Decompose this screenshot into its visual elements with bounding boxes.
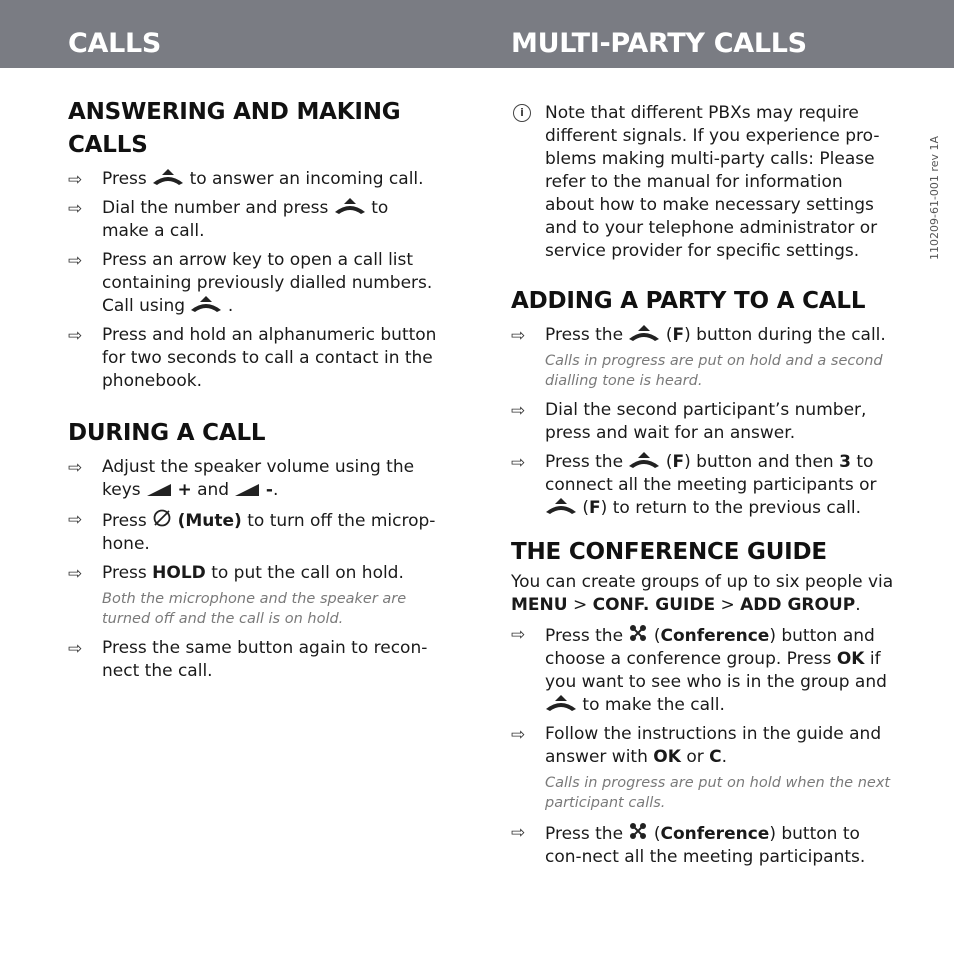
list-item: ⇨ Adjust the speaker volume using the keys + and -. [68,457,415,500]
hold-note: Calls in progress are put on hold and a second dialling tone is heard. [545,353,883,389]
conference-icon [628,623,648,643]
arrow-icon: ⇨ [511,453,526,473]
answering-list [68,168,440,393]
list-item: ⇨ Press the (F) button during the call. [511,325,886,346]
during-list [68,456,440,585]
offhook-key-icon [628,324,660,342]
pbx-info-note: i Note that different PBXs may require different signals. If you experience pro-blems making multi-party calls: Please refer to the manual for information about how to make necessary settings and to your telephone administrator or service provider for specific settings. [511,102,896,263]
list-item: ⇨ Follow the instructions in the guide and answer with OK or C. [511,724,882,767]
adding-heading: ADDING A PARTY TO A CALL [511,288,866,314]
participant-note: Calls in progress are put on hold when the next participant calls. [545,775,891,811]
arrow-icon: ⇨ [511,401,526,421]
answering-section [68,96,440,393]
conference-icon [628,821,648,841]
arrow-icon: ⇨ [68,251,83,271]
arrow-icon: ⇨ [511,725,526,745]
offhook-key-icon [190,295,222,313]
volume-wedge-icon [146,483,172,497]
list-item: ⇨ Press the same button again to recon-nect the call. [68,638,428,681]
adding-section [511,285,896,520]
list-item: ⇨ Press the (F) button and then 3 to connect all the meeting participants or (F) to return to the previous call. [511,452,877,518]
arrow-icon: ⇨ [68,326,83,346]
offhook-key-icon [334,197,366,215]
right-column [511,102,896,875]
arrow-icon: ⇨ [68,170,83,190]
hold-note: Both the microphone and the speaker are turned off and the call is on hold. [102,591,407,627]
arrow-icon: ⇨ [511,625,526,645]
info-icon: i [513,104,531,122]
list-item: ⇨ Press HOLD to put the call on hold. [68,563,404,584]
offhook-key-icon [545,694,577,712]
answering-heading: ANSWERING AND MAKING CALLS [68,99,401,158]
arrow-icon: ⇨ [511,326,526,346]
list-item: ⇨ Press the (Conference) button and choose a conference group. Press OK if you want to see who is in the group and to make the call. [511,625,887,715]
page-title-calls: CALLS [68,28,162,59]
volume-wedge-icon [234,483,260,497]
list-item: ⇨ Dial the second participant’s number, press and wait for an answer. [511,400,867,443]
during-heading: DURING A CALL [68,420,266,446]
list-item: ⇨ Press and hold an alphanumeric button for two seconds to call a contact in the phonebook. [68,325,437,391]
list-item: ⇨ Press (Mute) to turn off the microp-hone. [68,510,436,554]
offhook-key-icon [152,168,184,186]
left-column [68,96,440,689]
arrow-icon: ⇨ [68,510,83,530]
arrow-icon: ⇨ [511,823,526,843]
mute-icon [152,508,172,528]
offhook-key-icon [628,451,660,469]
header-band [0,0,954,68]
arrow-icon: ⇨ [68,639,83,659]
during-section [68,417,440,683]
conference-section [511,536,896,869]
page-title-multi-party: MULTI-PARTY CALLS [511,28,807,59]
list-item: ⇨ Dial the number and press to make a call. [68,198,389,241]
list-item: ⇨ Press to answer an incoming call. [68,169,424,190]
list-item: ⇨ Press an arrow key to open a call list containing previously dialled numbers. Call using . [68,250,433,316]
arrow-icon: ⇨ [68,564,83,584]
conference-intro: You can create groups of up to six people via MENU > CONF. GUIDE > ADD GROUP. [511,572,894,615]
arrow-icon: ⇨ [68,458,83,478]
list-item: ⇨ Press the (Conference) button to con-nect all the meeting participants. [511,823,866,867]
conference-heading: THE CONFERENCE GUIDE [511,539,827,565]
arrow-icon: ⇨ [68,199,83,219]
document-code: 110209-61-001 rev 1A [928,136,941,260]
offhook-key-icon [545,497,577,515]
